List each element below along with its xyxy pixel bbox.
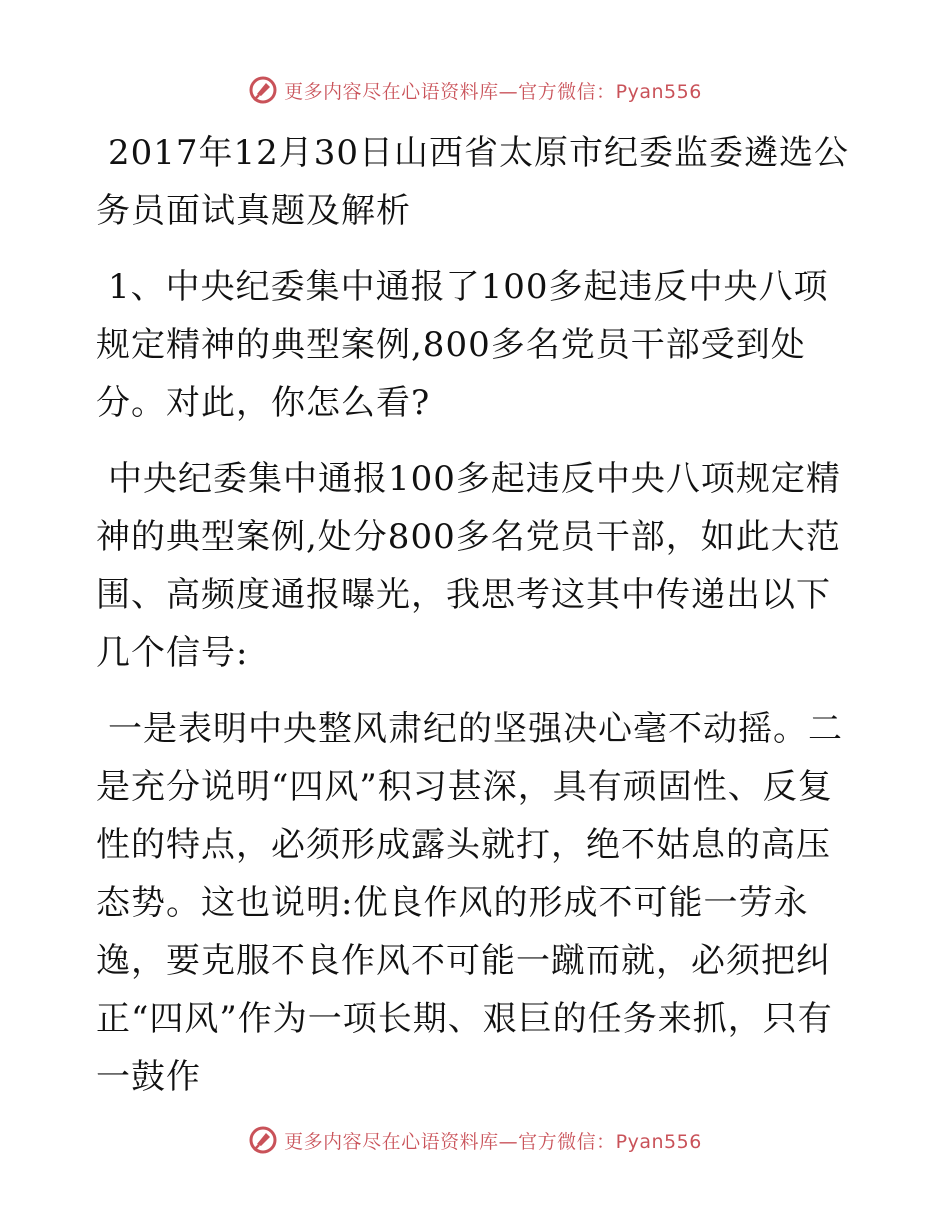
document-body — [96, 124, 856, 1106]
logo-icon — [248, 1125, 278, 1155]
logo-icon — [248, 75, 278, 105]
watermark-header — [0, 70, 950, 110]
document-title: 2017年12月30日山西省太原市纪委监委遴选公务员面试真题及解析 — [96, 133, 850, 231]
watermark-footer — [0, 1120, 950, 1160]
answer-intro: 中央纪委集中通报100多起违反中央八项规定精神的典型案例,处分800多名党员干部，如此大范围、高频度通报曝光，我思考这其中传递出以下几个信号: — [96, 459, 841, 673]
watermark-text: 更多内容尽在心语资料库—官方微信：Pyan556 — [284, 80, 702, 103]
answer-body: 一是表明中央整风肃纪的坚强决心毫不动摇。二是充分说明“四风”积习甚深，具有顽固性、反复性的特点，必须形成露头就打，绝不姑息的高压态势。这也说明:优良作风的形成不可能一劳永逸，要克服不良作风不可能一蹴而就，必须把纠正“四风”作为一项长期、艰巨的任务来抓，只有一鼓作 — [96, 709, 843, 1097]
question-text: 1、中央纪委集中通报了100多起违反中央八项规定精神的典型案例,800多名党员干部受到处分。对此，你怎么看? — [96, 267, 829, 423]
watermark-text: 更多内容尽在心语资料库—官方微信：Pyan556 — [284, 1130, 702, 1153]
